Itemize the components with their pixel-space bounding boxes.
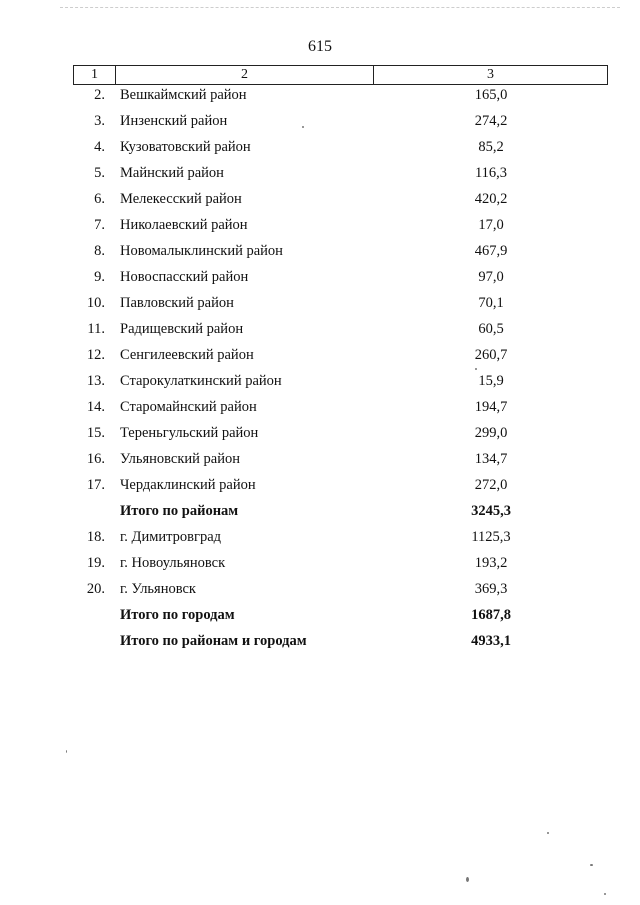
row-name: Павловский район (120, 295, 234, 311)
total-row (73, 604, 608, 630)
table-row (73, 266, 608, 292)
table-body (73, 84, 608, 656)
row-name: Итого по районам и городам (120, 633, 307, 649)
row-name: г. Новоульяновск (120, 555, 226, 571)
row-number: 16. (86, 451, 105, 467)
row-value: 193,2 (474, 555, 508, 571)
table-row (73, 370, 608, 396)
row-number: 9. (94, 269, 105, 285)
scan-speck (302, 126, 304, 128)
row-value: 1687,8 (471, 607, 511, 623)
row-number: 11. (87, 321, 105, 337)
row-number: 19. (86, 555, 105, 571)
table-row (73, 344, 608, 370)
table-row (73, 110, 608, 136)
total-row (73, 630, 608, 656)
table-row (73, 188, 608, 214)
row-number: 8. (94, 243, 105, 259)
row-name: Новоспасский район (120, 269, 249, 285)
scan-speck (466, 877, 469, 882)
table-row (73, 292, 608, 318)
row-value: 70,1 (478, 295, 504, 311)
row-number: 15. (86, 425, 105, 441)
row-number: 17. (86, 477, 105, 493)
row-name: Ульяновский район (120, 451, 241, 467)
column-header-1: 1 (74, 66, 116, 84)
scan-speck (475, 368, 477, 370)
table-row (73, 84, 608, 110)
row-number: 13. (86, 373, 105, 389)
row-value: 369,3 (474, 581, 508, 597)
table-row (73, 552, 608, 578)
total-row (73, 500, 608, 526)
table-row (73, 448, 608, 474)
column-header-2: 2 (116, 66, 374, 84)
row-number: 5. (94, 165, 105, 181)
row-name: Старокулаткинский район (120, 373, 282, 389)
row-number: 3. (94, 113, 105, 129)
table-row (73, 422, 608, 448)
row-value: 85,2 (478, 139, 504, 155)
scan-speck (66, 750, 67, 753)
table-row (73, 526, 608, 552)
table-row (73, 162, 608, 188)
page-number: 615 (308, 38, 332, 55)
row-name: г. Димитровград (120, 529, 222, 545)
row-name: Чердаклинский район (120, 477, 256, 493)
row-value: 15,9 (478, 373, 504, 389)
row-name: Майнский район (120, 165, 224, 181)
row-name: Кузоватовский район (120, 139, 251, 155)
row-number: 20. (86, 581, 105, 597)
row-name: Николаевский район (120, 217, 248, 233)
row-value: 17,0 (478, 217, 504, 233)
row-value: 420,2 (474, 191, 508, 207)
row-name: Сенгилеевский район (120, 347, 254, 363)
row-name: Итого по районам (120, 503, 239, 519)
row-value: 60,5 (478, 321, 504, 337)
table-row (73, 214, 608, 240)
scan-speck (604, 893, 606, 895)
row-value: 260,7 (474, 347, 508, 363)
row-name: Старомайнский район (120, 399, 257, 415)
row-name: Инзенский район (120, 113, 228, 129)
row-value: 274,2 (474, 113, 508, 129)
table-row (73, 396, 608, 422)
row-name: Тереньгульский район (120, 425, 259, 441)
column-header-3: 3 (487, 67, 494, 82)
row-value: 134,7 (474, 451, 508, 467)
scan-speck (547, 832, 549, 834)
row-value: 272,0 (474, 477, 508, 493)
row-number: 18. (86, 529, 105, 545)
row-number: 6. (94, 191, 105, 207)
row-value: 4933,1 (471, 633, 511, 649)
scan-edge-artifact (60, 7, 620, 10)
row-number: 7. (94, 217, 105, 233)
row-number: 10. (86, 295, 105, 311)
row-name: Новомалыклинский район (120, 243, 283, 259)
row-name: Мелекесский район (120, 191, 242, 207)
row-value: 299,0 (474, 425, 508, 441)
table-header (73, 65, 608, 85)
table-row (73, 578, 608, 604)
row-value: 467,9 (474, 243, 508, 259)
row-value: 3245,3 (471, 503, 511, 519)
row-name: г. Ульяновск (120, 581, 196, 597)
row-name: Вешкаймский район (120, 87, 247, 103)
row-value: 97,0 (478, 269, 504, 285)
row-value: 165,0 (474, 87, 508, 103)
row-name: Итого по городам (120, 607, 235, 623)
row-value: 194,7 (474, 399, 508, 415)
table-row (73, 474, 608, 500)
table-row (73, 136, 608, 162)
row-value: 116,3 (474, 165, 508, 181)
row-name: Радищевский район (120, 321, 244, 337)
row-value: 1125,3 (471, 529, 511, 545)
table-row (73, 318, 608, 344)
row-number: 2. (94, 87, 105, 103)
scan-speck (590, 864, 593, 866)
row-number: 4. (94, 139, 105, 155)
row-number: 14. (86, 399, 105, 415)
table-row (73, 240, 608, 266)
row-number: 12. (86, 347, 105, 363)
